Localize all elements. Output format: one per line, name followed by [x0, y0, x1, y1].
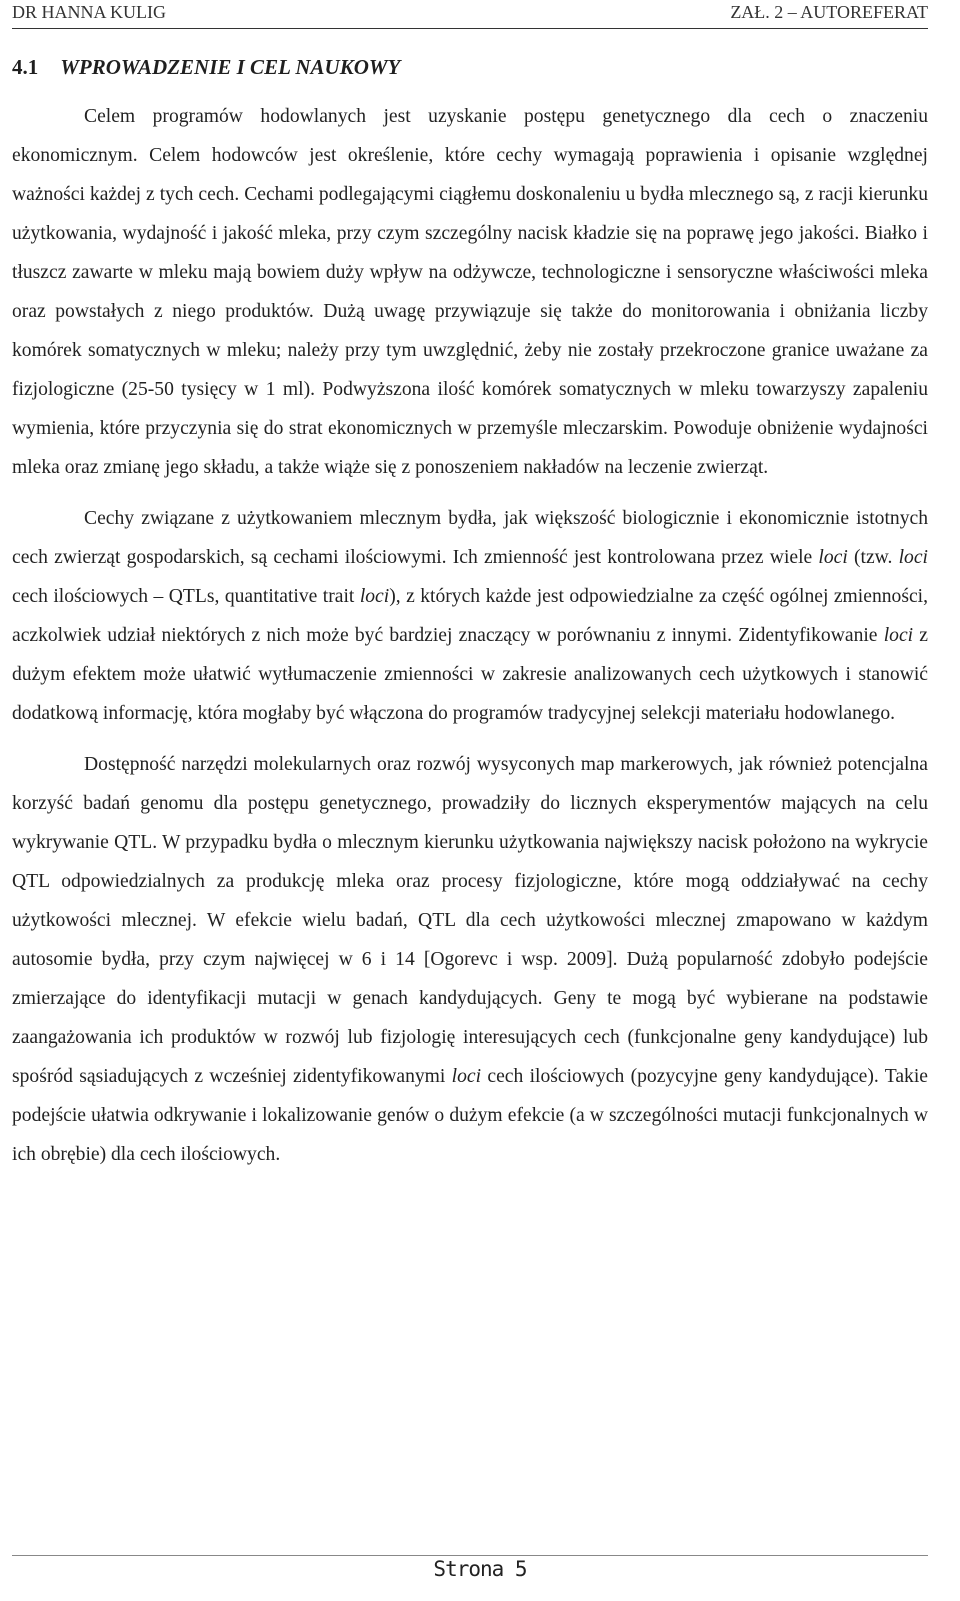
text-run: z dużym efektem może ułatwić wytłumaczenie zmienności w zakresie analizowanych cech użytkowych i stanowić dodatkową informację, która mogłaby być włączona do programów tradycyjnej selekcji materiału hodowlanego.: [12, 625, 928, 724]
text-run: ), z których każde jest odpowiedzialne za część ogólnej zmienności, aczkolwiek udział niektórych z nich może być bardziej znaczący w porównaniu z innymi. Zidentyfikowanie: [12, 586, 928, 646]
footer-divider: [12, 1555, 928, 1556]
section-number: 4.1: [12, 55, 39, 79]
text-run: cech ilościowych – QTLs, quantitative trait: [12, 586, 360, 607]
italic-term: loci: [883, 625, 914, 646]
italic-term: loci: [898, 547, 928, 568]
section-heading: [12, 55, 400, 80]
document-body: [12, 97, 928, 1174]
header-author: DR HANNA KULIG: [12, 2, 166, 22]
italic-term: loci: [359, 586, 390, 607]
paragraph-1: Celem programów hodowlanych jest uzyskanie postępu genetycznego dla cech o znaczeniu ekonomicznym. Celem hodowców jest określenie, które cechy wymagają poprawienia i opisanie względnej ważności każdej z tych cech. Cechami podlegającymi ciągłemu doskonaleniu u bydła mlecznego są, z racji kierunku użytkowania, wydajność i jakość mleka, przy czym szczególny nacisk kładzie się na poprawę jego jakości. Białko i tłuszcz zawarte w mleku mają bowiem duży wpływ na odżywcze, technologiczne i sensoryczne właściwości mleka oraz powstałych z niego produktów. Dużą uwagę przywiązuje się także do monitorowania i obniżania liczby komórek somatycznych w mleku; należy przy tym uwzględnić, żeby nie zostały przekroczone granice uważane za fizjologiczne (25-50 tysięcy w 1 ml). Podwyższona ilość komórek somatycznych w mleku towarzyszy zapaleniu wymienia, które przyczynia się do strat ekonomicznych w przemyśle mleczarskim. Powoduje obniżenie wydajności mleka oraz zmianę jego składu, a także wiąże się z ponoszeniem nakładów na leczenie zwierząt.: [12, 106, 928, 478]
section-title: WPROWADZENIE I CEL NAUKOWY: [60, 55, 401, 79]
paragraph-2: [12, 499, 928, 733]
header-document-label: ZAŁ. 2 – AUTOREFERAT: [730, 2, 928, 22]
page-number-wrap: [0, 1557, 960, 1581]
text-run: (tzw.: [847, 547, 899, 568]
text-run: cech ilościowych (pozycyjne geny kandydujące). Takie podejście ułatwia odkrywanie i lokalizowanie genów o dużym efekcie (a w szczególności mutacji funkcjonalnych w ich obrębie) dla cech ilościowych.: [12, 1066, 928, 1165]
page-header: [12, 0, 928, 29]
text-run: Cechy związane z użytkowaniem mlecznym bydła, jak większość biologicznie i ekonomicznie istotnych cech zwierząt gospodarskich, są cechami ilościowymi. Ich zmienność jest kontrolowana przez wiele: [12, 508, 928, 568]
text-run: Dostępność narzędzi molekularnych oraz rozwój wysyconych map markerowych, jak również potencjalna korzyść badań genomu dla postępu genetycznego, prowadziły do licznych eksperymentów mających na celu wykrywanie QTL. W przypadku bydła o mlecznym kierunku użytkowania największy nacisk położono na wykrycie QTL odpowiedzialnych za produkcję mleka oraz procesy fizjologiczne, które mogą oddziaływać na cechy użytkowości mlecznej. W efekcie wielu badań, QTL dla cech użytkowości mlecznej zmapowano w każdym autosomie bydła, przy czym najwięcej w 6 i 14 [Ogorevc i wsp. 2009]. Dużą popularność zdobyło podejście zmierzające do identyfikacji mutacji w genach kandydujących. Geny te mogą być wybierane na podstawie zaangażowania ich produktów w rozwój lub fizjologię interesujących cech (funkcjonalne geny kandydujące) lub spośród sąsiadujących z wcześniej zidentyfikowanymi: [12, 754, 928, 1087]
page-number: Strona 5: [423, 1557, 536, 1581]
italic-term: loci: [818, 547, 848, 568]
paragraph-3: [12, 745, 928, 1174]
italic-term: loci: [451, 1066, 482, 1087]
